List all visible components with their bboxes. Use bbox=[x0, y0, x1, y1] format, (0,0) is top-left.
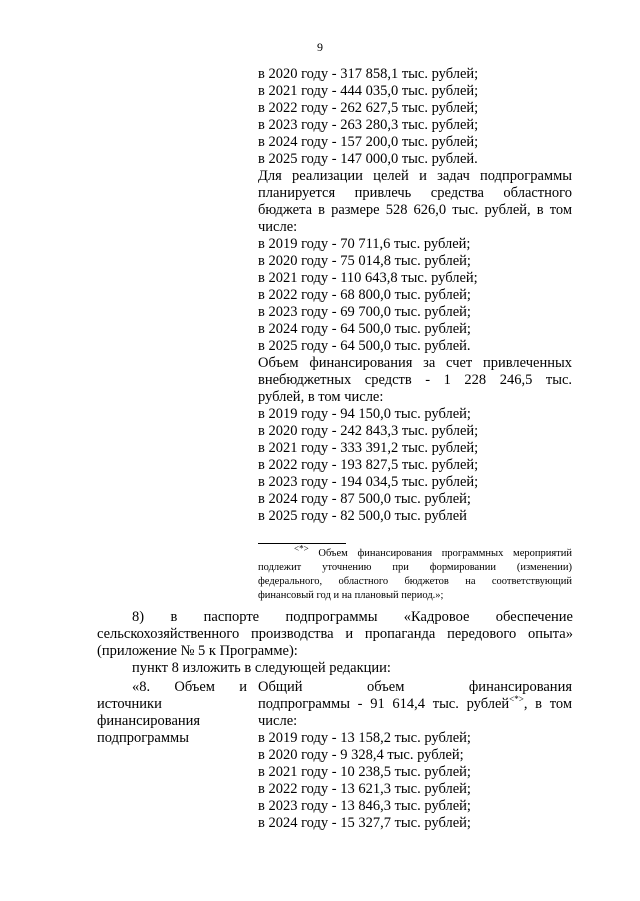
year-line: в 2021 году - 333 391,2 тыс. рублей; bbox=[258, 440, 479, 456]
table-label-line: подпрограммы bbox=[97, 730, 189, 746]
year-line: в 2024 году - 87 500,0 тыс. рублей; bbox=[258, 491, 471, 507]
year-line: в 2019 году - 13 158,2 тыс. рублей; bbox=[258, 730, 471, 746]
table-value-cell bbox=[258, 679, 572, 832]
year-line: в 2022 году - 68 800,0 тыс. рублей; bbox=[258, 287, 471, 303]
year-line: в 2023 году - 13 846,3 тыс. рублей; bbox=[258, 798, 471, 814]
year-line: в 2022 году - 262 627,5 тыс. рублей; bbox=[258, 100, 479, 116]
year-line: в 2019 году - 70 711,6 тыс. рублей; bbox=[258, 236, 471, 252]
table-value-line: числе: bbox=[258, 713, 298, 729]
year-line: в 2025 году - 147 000,0 тыс. рублей. bbox=[258, 151, 478, 167]
year-line: в 2024 году - 64 500,0 тыс. рублей; bbox=[258, 321, 471, 337]
footnote-marker: <*> bbox=[509, 694, 524, 705]
section-8-line: (приложение № 5 к Программе): bbox=[97, 643, 298, 659]
regional-budget-text: бюджета в размере 528 626,0 тыс. рублей, в том bbox=[258, 202, 572, 218]
extrabudget-text: внебюджетных средств - 1 228 246,5 тыс. bbox=[258, 372, 572, 388]
year-line: в 2025 году - 82 500,0 тыс. рублей bbox=[258, 508, 467, 524]
regional-budget-text: Для реализации целей и задач подпрограммы bbox=[258, 168, 572, 184]
year-line: в 2024 году - 157 200,0 тыс. рублей; bbox=[258, 134, 479, 150]
year-line: в 2021 году - 110 643,8 тыс. рублей; bbox=[258, 270, 478, 286]
footnote-line: <*> Объем финансирования программных мероприятий bbox=[294, 543, 573, 559]
year-line: в 2023 году - 69 700,0 тыс. рублей; bbox=[258, 304, 471, 320]
table-label-line: источники bbox=[97, 696, 162, 712]
section-8-paragraph bbox=[97, 609, 573, 677]
table-label-line: «8. Объем и bbox=[132, 679, 247, 695]
table-value-line: Общий объем финансирования bbox=[258, 679, 572, 695]
funding-continuation bbox=[258, 66, 572, 525]
page-number: 9 bbox=[317, 40, 323, 54]
year-line: в 2019 году - 94 150,0 тыс. рублей; bbox=[258, 406, 471, 422]
extrabudget-text: Объем финансирования за счет привлеченных bbox=[258, 355, 572, 371]
extrabudget-text: рублей, в том числе: bbox=[258, 389, 384, 405]
year-line: в 2020 году - 9 328,4 тыс. рублей; bbox=[258, 747, 464, 763]
year-line: в 2020 году - 75 014,8 тыс. рублей; bbox=[258, 253, 471, 269]
footnote-marker: <*> bbox=[294, 543, 309, 554]
year-line: в 2023 году - 263 280,3 тыс. рублей; bbox=[258, 117, 479, 133]
year-line: в 2022 году - 193 827,5 тыс. рублей; bbox=[258, 457, 479, 473]
footnote-line: финансовый год и на плановый период.»; bbox=[258, 590, 444, 601]
footnote bbox=[258, 543, 573, 603]
regional-budget-text: планируется привлечь средства областного bbox=[258, 185, 572, 201]
year-line: в 2023 году - 194 034,5 тыс. рублей; bbox=[258, 474, 479, 490]
year-line: в 2021 году - 444 035,0 тыс. рублей; bbox=[258, 83, 479, 99]
year-line: в 2022 году - 13 621,3 тыс. рублей; bbox=[258, 781, 471, 797]
table-value-line: подпрограммы - 91 614,4 тыс. рублей<*>, в том bbox=[258, 694, 572, 712]
regional-budget-text: числе: bbox=[258, 219, 298, 235]
year-line: в 2020 году - 242 843,3 тыс. рублей; bbox=[258, 423, 479, 439]
footnote-line: подлежит уточнению при формировании (изменении) bbox=[258, 562, 572, 573]
point-8-instruction: пункт 8 изложить в следующей редакции: bbox=[132, 660, 391, 676]
year-line: в 2021 году - 10 238,5 тыс. рублей; bbox=[258, 764, 471, 780]
footnote-line: федерального, областного бюджетов на соответствующий bbox=[258, 576, 572, 587]
section-8-line: 8) в паспорте подпрограммы «Кадровое обеспечение bbox=[132, 609, 573, 625]
table-label-line: финансирования bbox=[97, 713, 201, 729]
year-line: в 2024 году - 15 327,7 тыс. рублей; bbox=[258, 815, 471, 831]
year-line: в 2020 году - 317 858,1 тыс. рублей; bbox=[258, 66, 479, 82]
section-8-line: сельскохозяйственного производства и пропаганда передового опыта» bbox=[97, 626, 573, 642]
year-line: в 2025 году - 64 500,0 тыс. рублей. bbox=[258, 338, 471, 354]
table-label-cell bbox=[97, 679, 247, 747]
